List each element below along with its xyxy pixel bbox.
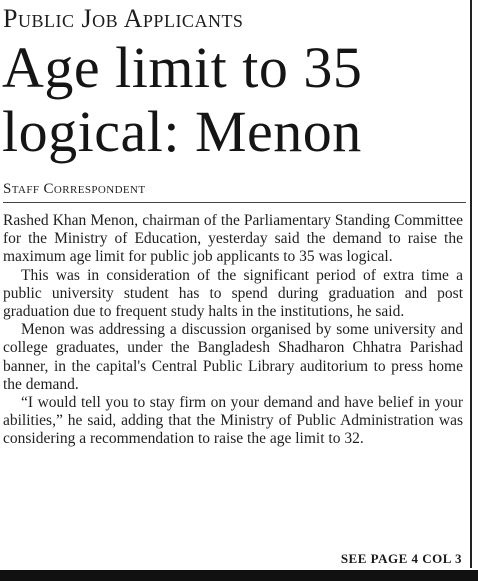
column-rule bbox=[470, 0, 472, 568]
kicker: Public Job Applicants bbox=[3, 4, 244, 33]
headline-line-2: logical: Menon bbox=[2, 99, 362, 164]
article-paragraph: Menon was addressing a discussion organised by some university and college graduates, under the Bangladesh Shadharon Chhatra Parishad banner, in the capital's Central Public Library auditorium to press home the demand. bbox=[3, 321, 463, 393]
bottom-border bbox=[0, 570, 478, 581]
article-paragraph: This was in consideration of the significant period of extra time a public university student has to spend during graduation and post graduation due to frequent study halts in the institutions, he said. bbox=[3, 266, 463, 321]
article-paragraph: Rashed Khan Menon, chairman of the Parliamentary Standing Committee for the Ministry of Education, yesterday said the demand to raise the maximum age limit for public job applicants to 35 was logical. bbox=[3, 212, 463, 266]
article-body bbox=[3, 212, 463, 449]
byline-divider bbox=[3, 202, 466, 203]
article-paragraph: “I would tell you to stay firm on your demand and have belief in your abilities,” he said, adding that the Ministry of Public Administration was considering a recommendation to raise the age limit to 32. bbox=[3, 394, 463, 448]
byline: Staff Correspondent bbox=[3, 181, 146, 197]
continuation-reference: SEE PAGE 4 COL 3 bbox=[340, 551, 462, 566]
headline-line-1: Age limit to 35 bbox=[2, 35, 363, 100]
headline bbox=[2, 36, 467, 164]
